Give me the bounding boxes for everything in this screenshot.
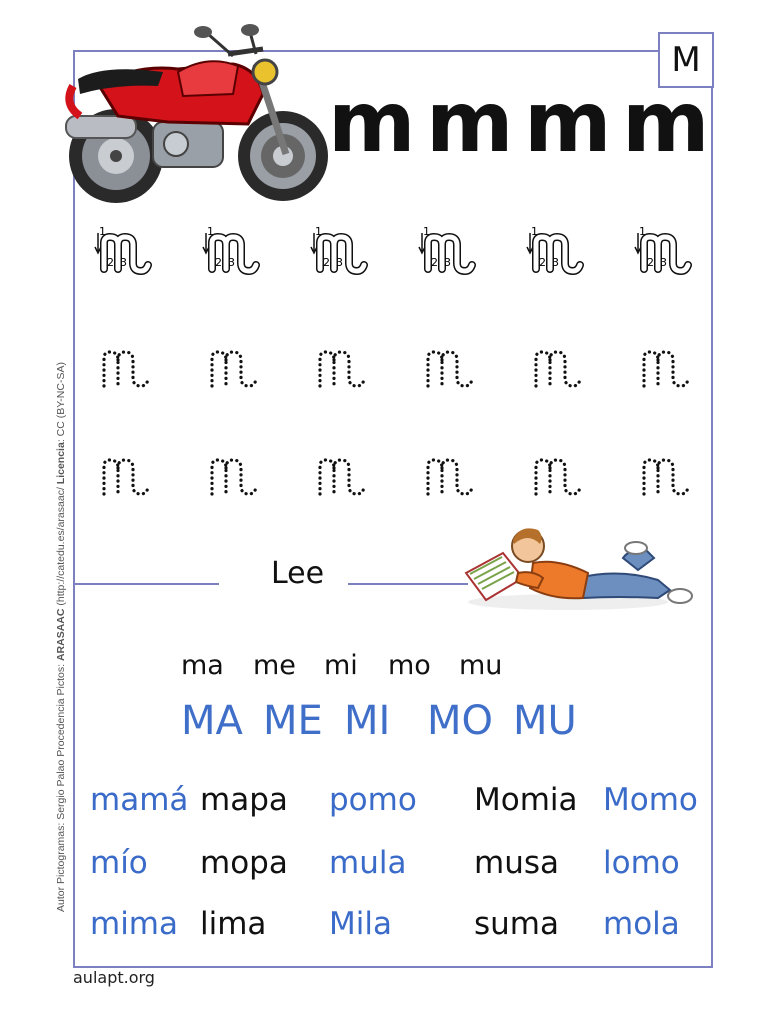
syllable-lower: mo: [388, 650, 431, 681]
syllable-lower: ma: [181, 650, 224, 681]
credit-middle: (http://catedu.es/arasaac/: [55, 484, 67, 609]
stroke-number: 3: [552, 256, 559, 269]
syllable-lower: mi: [324, 650, 358, 681]
dotted-letter-m: [202, 448, 272, 508]
divider-line: [348, 583, 468, 585]
stroke-number: 3: [660, 256, 667, 269]
dotted-letter-m: [634, 448, 704, 508]
stroke-number: 3: [336, 256, 343, 269]
reading-word: pomo: [329, 782, 417, 818]
motorcycle-illustration: [58, 24, 333, 209]
stroke-guide-row: [88, 225, 708, 305]
reading-word: mapa: [200, 782, 288, 818]
reading-word: mola: [603, 906, 680, 942]
reading-word: Mila: [329, 906, 392, 942]
big-letter: m: [524, 73, 612, 171]
divider-line: [73, 583, 219, 585]
stroke-guide-m: [94, 225, 164, 285]
big-letter: m: [328, 73, 416, 171]
stroke-guide-m: [634, 225, 704, 285]
stroke-number: 1: [639, 225, 646, 238]
stroke-number: 3: [228, 256, 235, 269]
letter-badge-text: M: [671, 40, 701, 80]
stroke-number: 1: [423, 225, 430, 238]
stroke-number: 2: [323, 256, 330, 269]
big-letter: m: [426, 73, 514, 171]
reading-word: Momia: [474, 782, 578, 818]
reading-word: mula: [329, 845, 407, 881]
stroke-number: 2: [107, 256, 114, 269]
reading-word: mamá: [90, 782, 189, 818]
stroke-guide-m: [310, 225, 380, 285]
dotted-letter-m: [418, 448, 488, 508]
dotted-letter-m: [634, 340, 704, 400]
reading-word: mopa: [200, 845, 288, 881]
syllable-lower: me: [253, 650, 296, 681]
reading-word: mima: [90, 906, 179, 942]
stroke-number: 2: [215, 256, 222, 269]
dotted-letter-m: [94, 340, 164, 400]
stroke-number: 1: [531, 225, 538, 238]
dotted-letter-m: [526, 448, 596, 508]
stroke-number: 3: [444, 256, 451, 269]
attribution-credit: [55, 362, 67, 912]
credit-org: ARASAAC: [55, 608, 67, 662]
reading-word: Momo: [603, 782, 698, 818]
dotted-letter-m: [526, 340, 596, 400]
reading-child-illustration: [458, 518, 694, 614]
stroke-guide-m: [418, 225, 488, 285]
reading-word: musa: [474, 845, 559, 881]
syllable-lower: mu: [459, 650, 503, 681]
stroke-number: 2: [647, 256, 654, 269]
dotted-letter-m: [310, 340, 380, 400]
dotted-tracing-row: [88, 448, 708, 528]
stroke-number: 3: [120, 256, 127, 269]
stroke-number: 1: [99, 225, 106, 238]
big-letter: m: [622, 73, 710, 171]
stroke-guide-m: [202, 225, 272, 285]
credit-prefix: Autor Pictogramas: Sergio Palao Procedencia Pictos:: [55, 661, 67, 912]
dotted-letter-m: [418, 340, 488, 400]
reading-word: suma: [474, 906, 559, 942]
syllable-upper: ME: [263, 698, 323, 744]
reading-word: mío: [90, 845, 148, 881]
stroke-number: 1: [315, 225, 322, 238]
dotted-letter-m: [202, 340, 272, 400]
dotted-tracing-row: [88, 340, 708, 420]
reading-word: lomo: [603, 845, 680, 881]
dotted-letter-m: [94, 448, 164, 508]
credit-license: : CC (BY-NC-SA): [55, 362, 67, 443]
syllable-upper: MA: [181, 698, 243, 744]
stroke-number: 2: [539, 256, 546, 269]
stroke-guide-m: [526, 225, 596, 285]
read-title: Lee: [271, 556, 325, 591]
syllable-upper: MU: [513, 698, 577, 744]
footer-site: aulapt.org: [73, 968, 155, 987]
stroke-number: 2: [431, 256, 438, 269]
dotted-letter-m: [310, 448, 380, 508]
syllable-upper: MO: [427, 698, 493, 744]
syllable-upper: MI: [344, 698, 391, 744]
stroke-number: 1: [207, 225, 214, 238]
reading-word: lima: [200, 906, 267, 942]
credit-license-label: Licencia: [55, 442, 67, 485]
